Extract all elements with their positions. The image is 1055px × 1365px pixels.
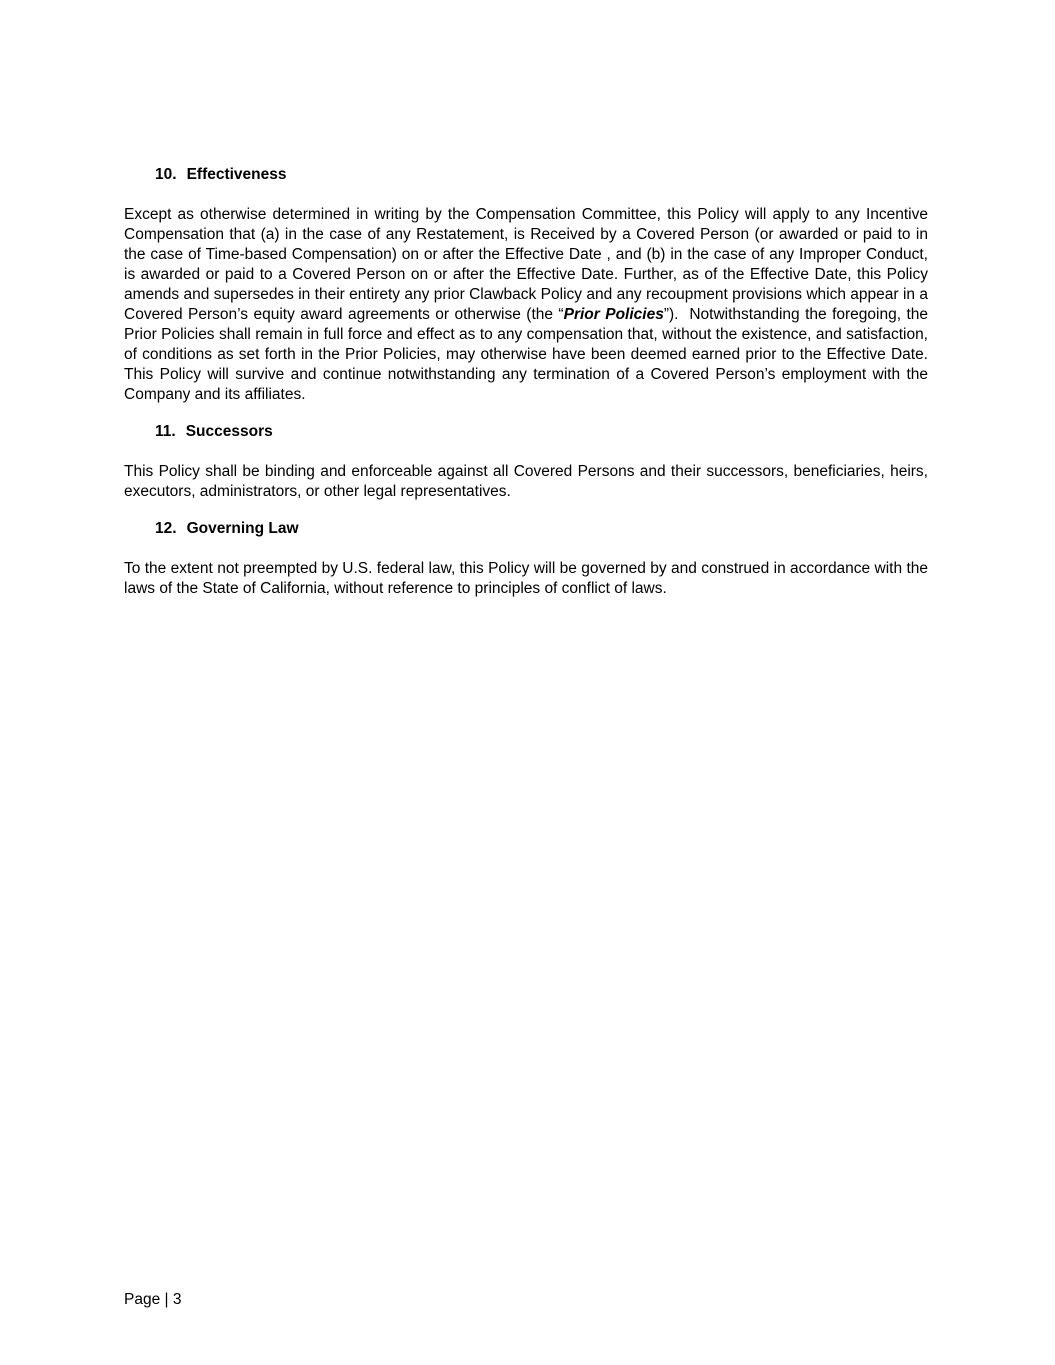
paragraph-successors: This Policy shall be binding and enforceable against all Covered Persons and their successors, beneficiaries, heirs, executors, administrators, or other legal representatives. — [124, 463, 928, 500]
section-number: 11. — [155, 423, 176, 440]
paragraph-text-before-term: Except as otherwise determined in writing by the Compensation Committee, this Policy will apply to any Incentive Compensation that (a) in the case of any Restatement, is Received by a Covered Person (or awarded or paid to in the case of Time-based Compensation) on or after the Effective Date , and (b) in the case of any Improper Conduct, is awarded or paid to a Covered Person on or after the Effective Date. Further, as of the Effective Date, this Policy amends and supersedes in their entirety any prior Clawback Policy and any recoupment provisions which appear in a Covered Person’s equity award agreements or otherwise (the “ — [124, 206, 928, 323]
section-number: 10. — [155, 166, 177, 183]
defined-term-prior-policies: Prior Policies — [563, 306, 664, 323]
section-title: Successors — [185, 423, 273, 440]
document-content — [0, 0, 1055, 599]
paragraph-governing-law: To the extent not preempted by U.S. federal law, this Policy will be governed by and construed in accordance with the laws of the State of California, without reference to principles of conflict of laws. — [124, 560, 928, 597]
section-number: 12. — [155, 520, 177, 537]
section-heading-effectiveness — [124, 167, 928, 183]
section-heading-successors — [124, 424, 928, 440]
section-title: Governing Law — [186, 520, 299, 537]
section-title: Effectiveness — [186, 166, 287, 183]
section-heading-governing-law — [124, 521, 928, 537]
paragraph-text-after-term: ”). Notwithstanding the foregoing, the Prior Policies shall remain in full force and effect as to any compensation that, without the existence, and satisfaction, of conditions as set forth in the Prior Policies, may otherwise have been deemed earned prior to the Effective Date. This Policy will survive and continue notwithstanding any termination of a Covered Person’s employment with the Company and its affiliates. — [124, 306, 929, 403]
paragraph-effectiveness — [124, 205, 928, 405]
page-footer: Page | 3 — [124, 1291, 182, 1308]
